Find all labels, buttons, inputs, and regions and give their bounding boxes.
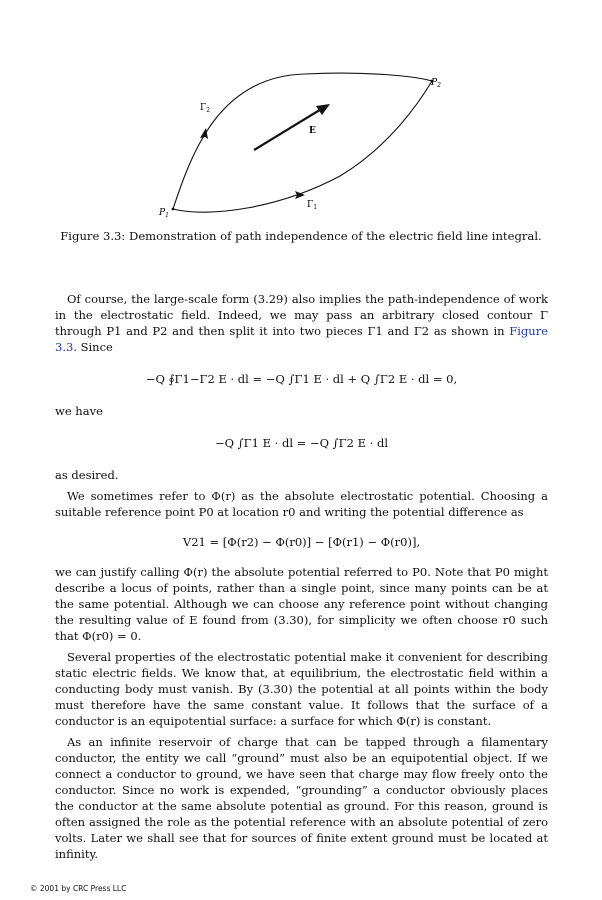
- gamma1-path: [173, 81, 432, 212]
- figure-caption: Figure 3.3: Demonstration of path independence of the electric field line integral.: [60, 229, 542, 243]
- equation-3: V21 = [Φ(r2) − Φ(r0)] − [Φ(r1) − Φ(r0)],: [182, 535, 421, 549]
- equation-1: −Q ∮Γ1−Γ2 E · dl = −Q ∫Γ1 E · dl + Q ∫Γ2 E · dl = 0,: [145, 372, 458, 386]
- equation-2: −Q ∫Γ1 E · dl = −Q ∫Γ2 E · dl: [214, 436, 389, 450]
- main-text: [55, 291, 548, 867]
- as-desired-text: as desired.: [55, 468, 119, 482]
- p1-point: [172, 208, 175, 211]
- paragraph-4: Several properties of the electrostatic potential make it convenient for describing static electric fields. We know that, at equilibrium, the electrostatic field within a conducting body must vanish. By (3.30) the potential at all points within the body must therefore have the same constant value. It follows that the surface of a conductor is an equipotential surface: a surface for which Φ(r) is constant.: [55, 650, 548, 728]
- paragraph-1: Of course, the large-scale form (3.29) also implies the path-independence of work in the electrostatic field. Indeed, we may pass an arbitrary closed contour Γ through P1 and P2 and then split it into two pieces Γ1 and Γ2 as shown in Figure 3.3. Since: [55, 292, 548, 354]
- we-have-text: we have: [55, 404, 103, 418]
- label-gamma2: $\Gamma_2$: [200, 103, 211, 114]
- paragraph-5: As an infinite reservoir of charge that can be tapped through a filamentary conductor, the entity we call “ground” must also be an equipotential object. If we connect a conductor to ground, we have seen that charge may flow freely onto the conductor. Since no work is expended, “grounding” a conductor obviously places the conductor at the same absolute potential as ground. For this reason, ground is often assigned the role as the potential reference with an absolute potential of zero volts. Later we shall see that for sources of finite extent ground must be located at infinity.: [55, 735, 548, 861]
- gamma2-path: [173, 73, 432, 209]
- label-gamma1: $\Gamma_1$: [307, 200, 318, 211]
- label-p1: $P_1$: [159, 208, 169, 219]
- gamma2-arrowhead: [200, 128, 208, 139]
- label-e: E: [309, 126, 316, 136]
- e-field-arrowhead: [316, 104, 330, 115]
- figure-link[interactable]: Figure 3.3: [55, 324, 548, 354]
- label-p2: $P_2$: [431, 78, 441, 89]
- paragraph-3: we can justify calling Φ(r) the absolute potential referred to P0. Note that P0 might describe a locus of points, rather than a single point, since many points can be at the same potential. Although we can choose any reference point without changing the resulting value of E found from (3.30), for simplicity we often choose r0 such that Φ(r0) = 0.: [55, 565, 548, 643]
- paragraph-2: We sometimes refer to Φ(r) as the absolute electrostatic potential. Choosing a suitable reference point P0 at location r0 and writing the potential difference as: [55, 489, 548, 519]
- copyright-footer: © 2001 by CRC Press LLC: [30, 884, 127, 893]
- path-independence-figure: [150, 66, 450, 226]
